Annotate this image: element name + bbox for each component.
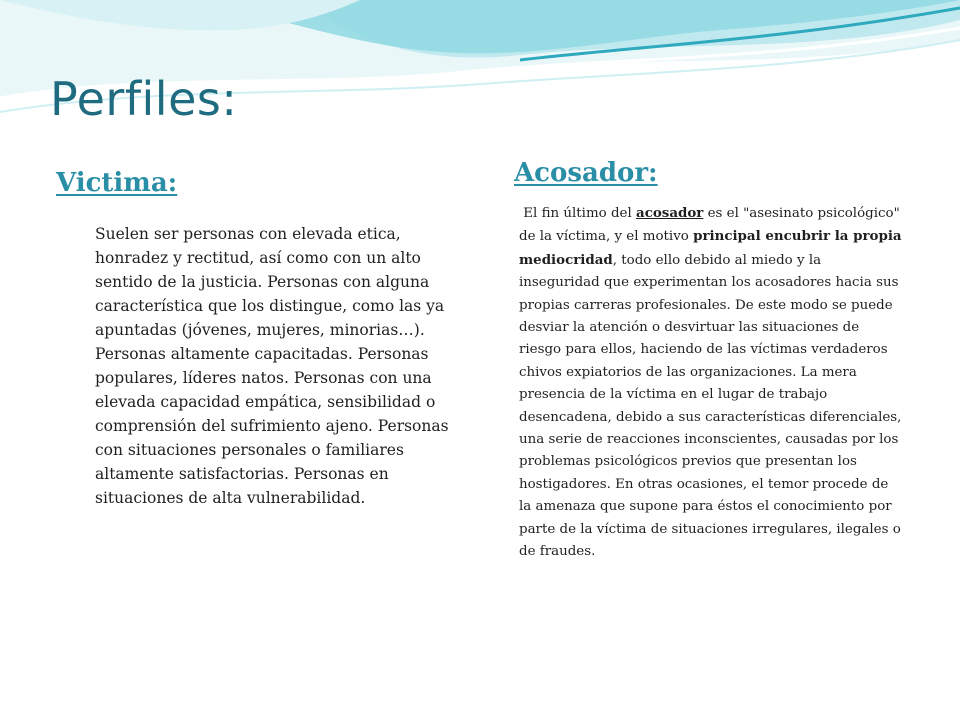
acosador-heading: Acosador: (514, 158, 658, 188)
acosador-keyword: acosador (636, 205, 704, 221)
acosador-text-1: El fin último del (523, 206, 637, 221)
acosador-text-3: , todo ello debido al miedo y la inseguridad que experimentan los acosadores hacia sus propias carreras profesionales. De este modo se puede desviar la atención o desvirtuar las situaciones de riesgo para ellos, haciendo de las víctimas verdaderos chivos expiatorios de las organizaciones. La mera presencia de la víctima en el lugar de trabajo desencadena, debido a sus características diferenciales, una serie de reacciones inconscientes, causadas por los problemas psicológicos previos que presentan los hostigadores. En otras ocasiones, el temor procede de la amenaza que supone para éstos el conocimiento por parte de la víctima de situaciones irregulares, ilegales o de fraudes. (519, 252, 902, 560)
victima-heading: Victima: (56, 168, 178, 198)
victima-column (80, 222, 470, 510)
acosador-body (519, 202, 903, 564)
acosador-column (519, 202, 903, 564)
slide-title: Perfiles: (50, 72, 238, 126)
acosador-bold-phrase: principal encubrir la propia mediocridad (519, 228, 902, 268)
acosador-text-2: es el "asesinato psicológico" de la víctima, y el motivo (519, 206, 900, 245)
victima-body: Suelen ser personas con elevada etica, honradez y rectitud, así como con un alto sentido de la justicia. Personas con alguna característica que los distingue, como las ya apuntadas (jóvenes, mujeres, minorias…). Personas altamente capacitadas. Personas populares, líderes natos. Personas con una elevada capacidad empática, sensibilidad o comprensión del sufrimiento ajeno. Personas con situaciones personales o familiares altamente satisfactorias. Personas en situaciones de alta vulnerabilidad. (95, 225, 449, 507)
